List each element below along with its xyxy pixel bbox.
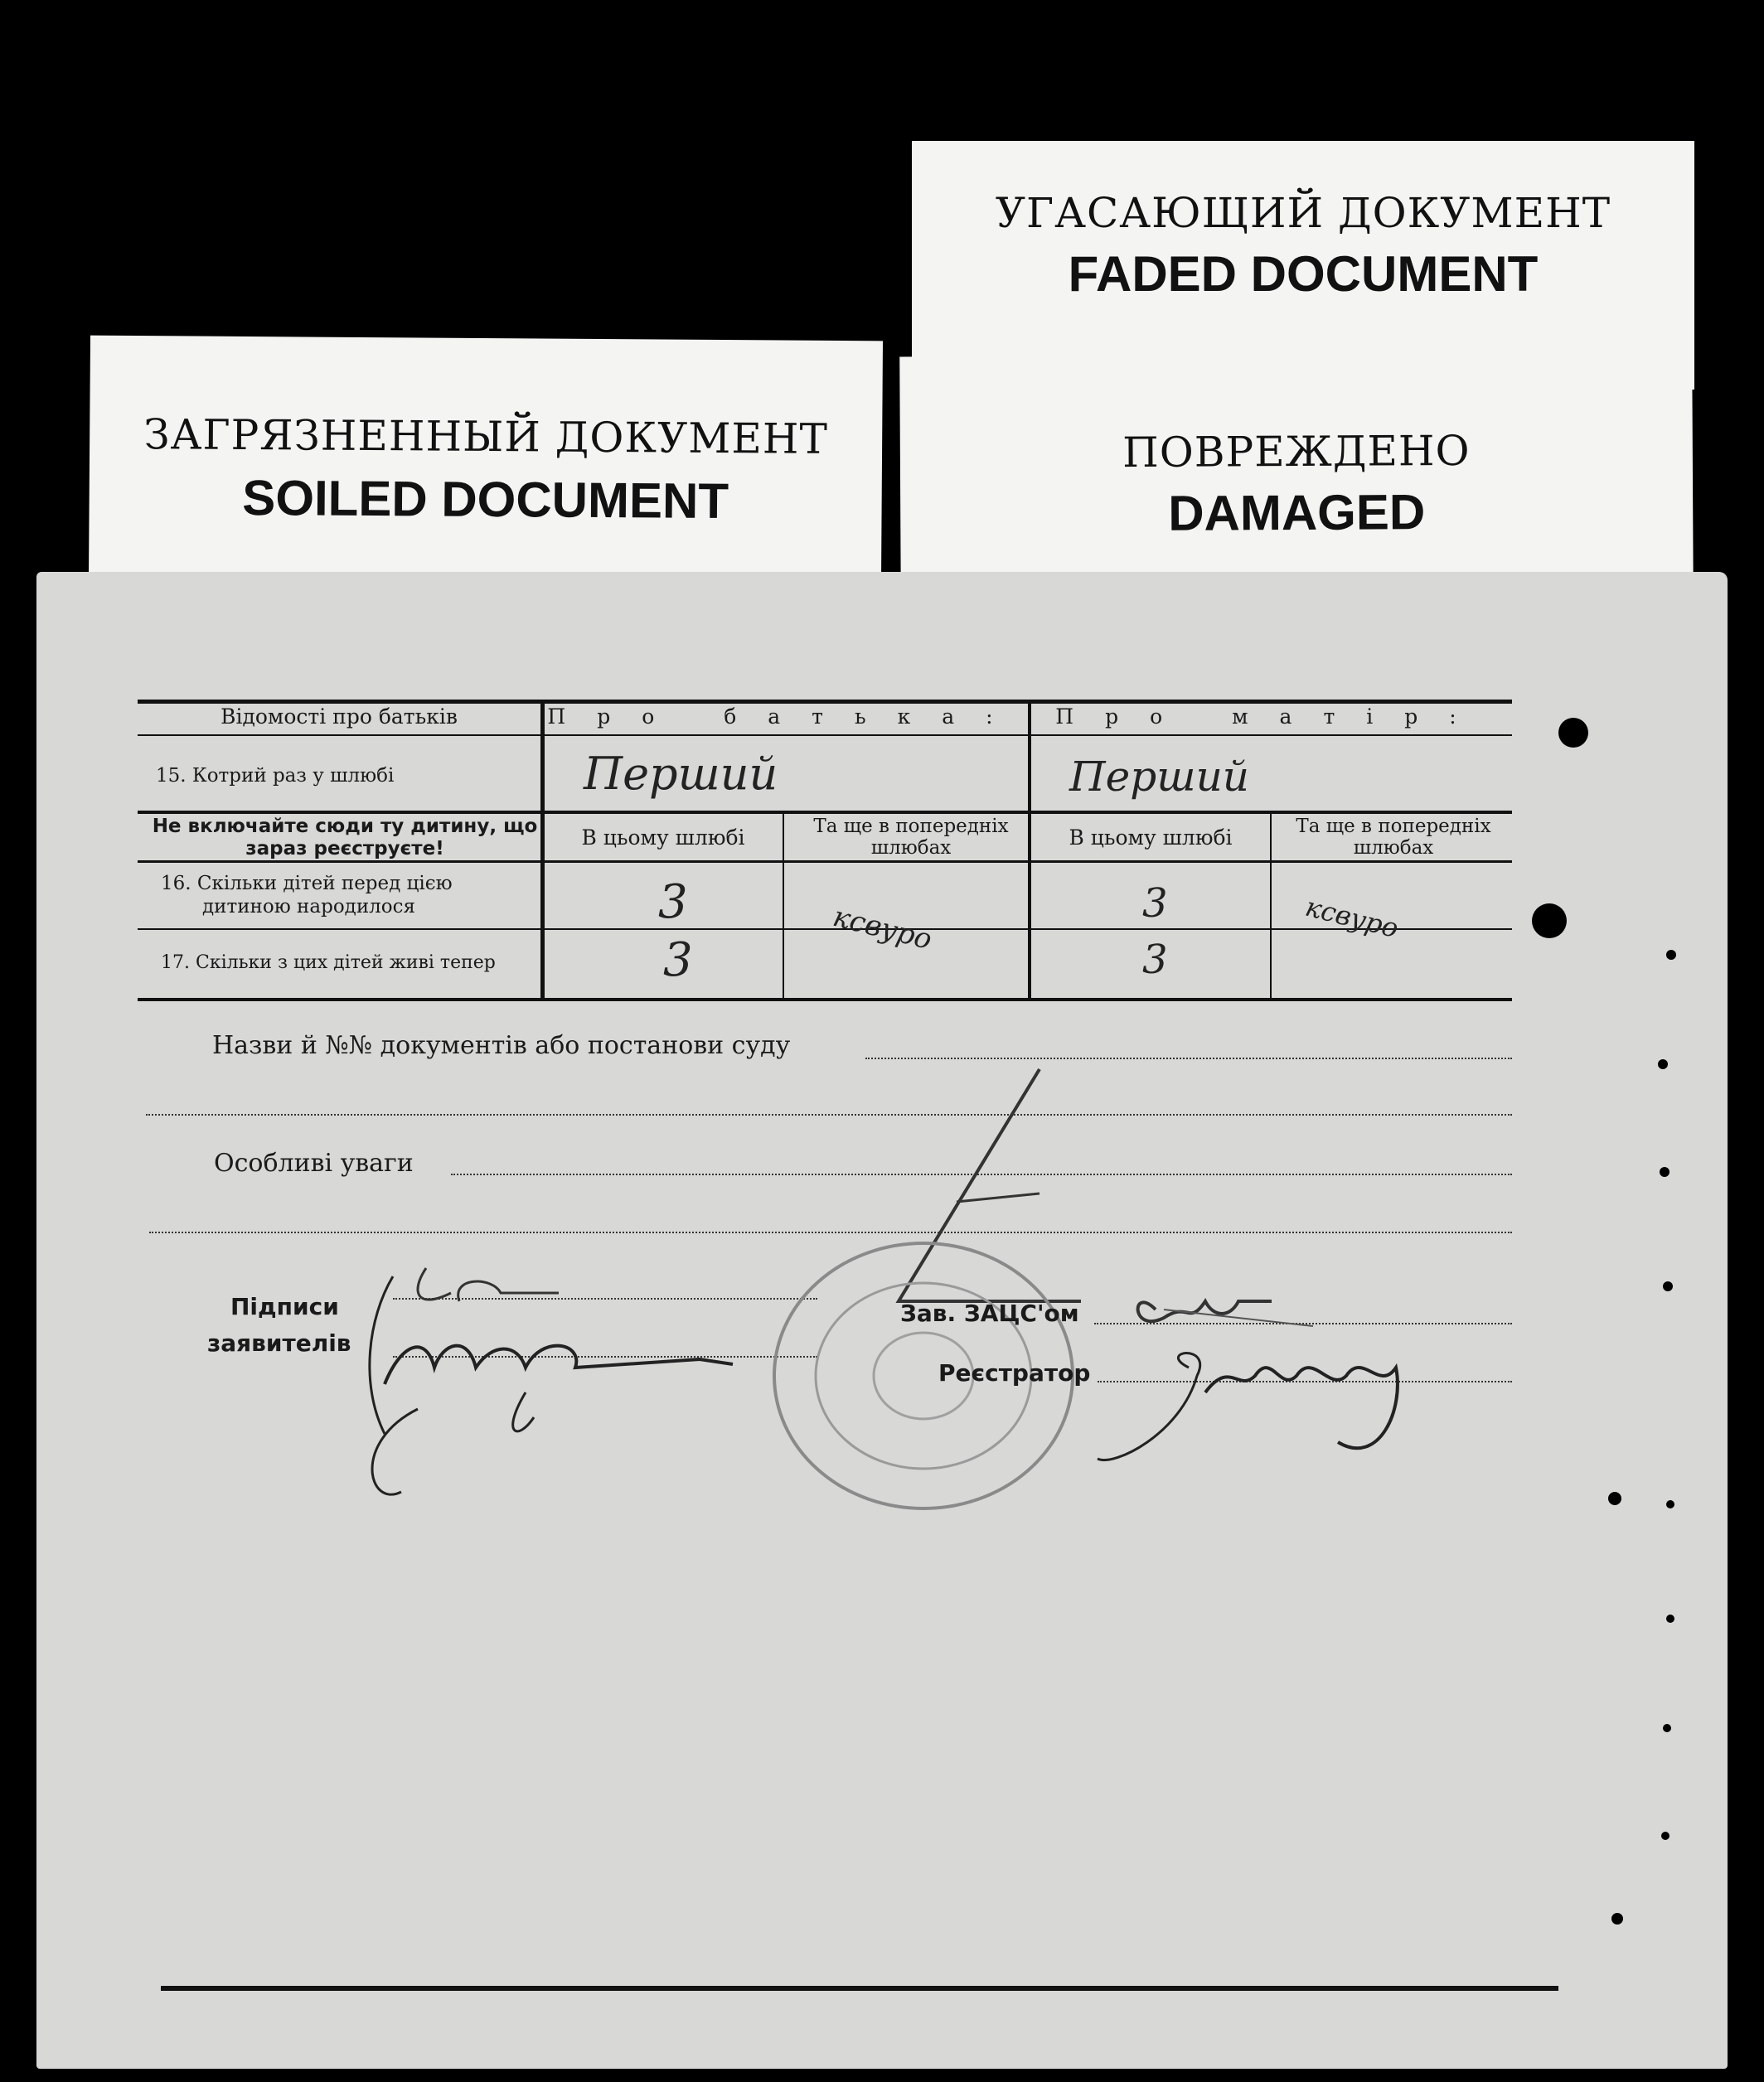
head-of-registry-label: Зав. ЗАЦС'ом: [900, 1300, 1079, 1327]
row16-father-this: 3: [658, 875, 688, 929]
applicants-label-2: заявителів: [207, 1329, 351, 1357]
faded-label-en: FADED DOCUMENT: [1068, 246, 1539, 302]
subheader-warning: Не включайте сюди ту дитину, що зараз реєструєте!: [152, 816, 538, 859]
edge-mark-7: [1666, 1615, 1674, 1623]
table-top-rule: [138, 700, 1512, 704]
table-header-rule: [138, 734, 1512, 736]
damaged-label-ru: ПОВРЕЖДЕНО: [1122, 426, 1471, 477]
row17-father-this: 3: [663, 933, 693, 987]
damaged-document-label: [899, 352, 1694, 598]
row15-question: 15. Котрий раз у шлюбі: [156, 765, 395, 787]
table-bottom-rule: [138, 998, 1512, 1001]
punch-hole-1: [1558, 718, 1588, 748]
registrar-label: Реєстратор: [938, 1359, 1091, 1387]
row15-mother-value: Перший: [1069, 753, 1249, 801]
damaged-label-en: DAMAGED: [1168, 484, 1426, 541]
table-vrule-mid: [1028, 700, 1031, 1000]
row16-question-line2: дитиною народилося: [202, 896, 416, 918]
edge-mark-5: [1608, 1492, 1621, 1505]
edge-mark-4: [1663, 1281, 1673, 1291]
edge-mark-1: [1666, 950, 1676, 960]
soiled-label-en: SOILED DOCUMENT: [242, 469, 729, 530]
soiled-label-ru: ЗАГРЯЗНЕННЫЙ ДОКУМЕНТ: [143, 410, 829, 463]
table-vrule-1: [540, 700, 545, 1000]
documents-label: Назви й №№ документів або постанови суду: [212, 1031, 791, 1060]
subheader-father-this: В цьому шлюбі: [581, 826, 745, 850]
faded-document-label: [912, 141, 1694, 390]
edge-mark-3: [1660, 1167, 1670, 1177]
table-row15-rule: [138, 811, 1512, 814]
edge-mark-6: [1666, 1500, 1674, 1508]
header-mother: Про матір:: [1055, 704, 1488, 729]
table-vrule-m2: [1270, 812, 1272, 1000]
row17-question: 17. Скільки з цих дітей живі тепер: [161, 952, 496, 973]
soiled-document-label: [89, 336, 883, 583]
header-info: Відомості про батьків: [220, 704, 458, 729]
applicant-signatures: [335, 1243, 766, 1500]
edge-mark-2: [1658, 1059, 1668, 1069]
row16-father-prev: ксвуро: [829, 899, 936, 957]
edge-mark-10: [1611, 1913, 1623, 1925]
subheader-mother-this: В цьому шлюбі: [1069, 826, 1233, 850]
bottom-rule: [161, 1986, 1558, 1991]
table-row16-rule: [138, 928, 1512, 930]
subheader-father-prev: Та ще в попередніх шлюбах: [813, 816, 1009, 859]
table-subheader-rule: [138, 860, 1512, 863]
row16-question-line1: 16. Скільки дітей перед цією: [161, 873, 453, 894]
header-father: Про батька:: [547, 704, 1025, 729]
row17-mother-this: 3: [1142, 937, 1168, 983]
applicants-label-1: Підписи: [230, 1293, 339, 1320]
remarks-label: Особливі уваги: [214, 1149, 414, 1178]
punch-hole-2: [1532, 903, 1567, 938]
row15-father-value: Перший: [584, 748, 778, 800]
edge-mark-9: [1661, 1832, 1670, 1840]
faded-label-ru: УГАСАЮЩИЙ ДОКУМЕНТ: [995, 189, 1611, 237]
subheader-mother-prev: Та ще в попередніх шлюбах: [1296, 816, 1491, 859]
row16-mother-this: 3: [1142, 880, 1168, 927]
row16-mother-prev: ксвуро: [1302, 890, 1402, 945]
edge-mark-8: [1663, 1724, 1671, 1732]
official-signatures: [1064, 1252, 1429, 1500]
form-sheet: [36, 572, 1728, 2069]
table-vrule-f2: [783, 812, 784, 1000]
documents-dotted-line-2: [146, 1114, 1512, 1116]
